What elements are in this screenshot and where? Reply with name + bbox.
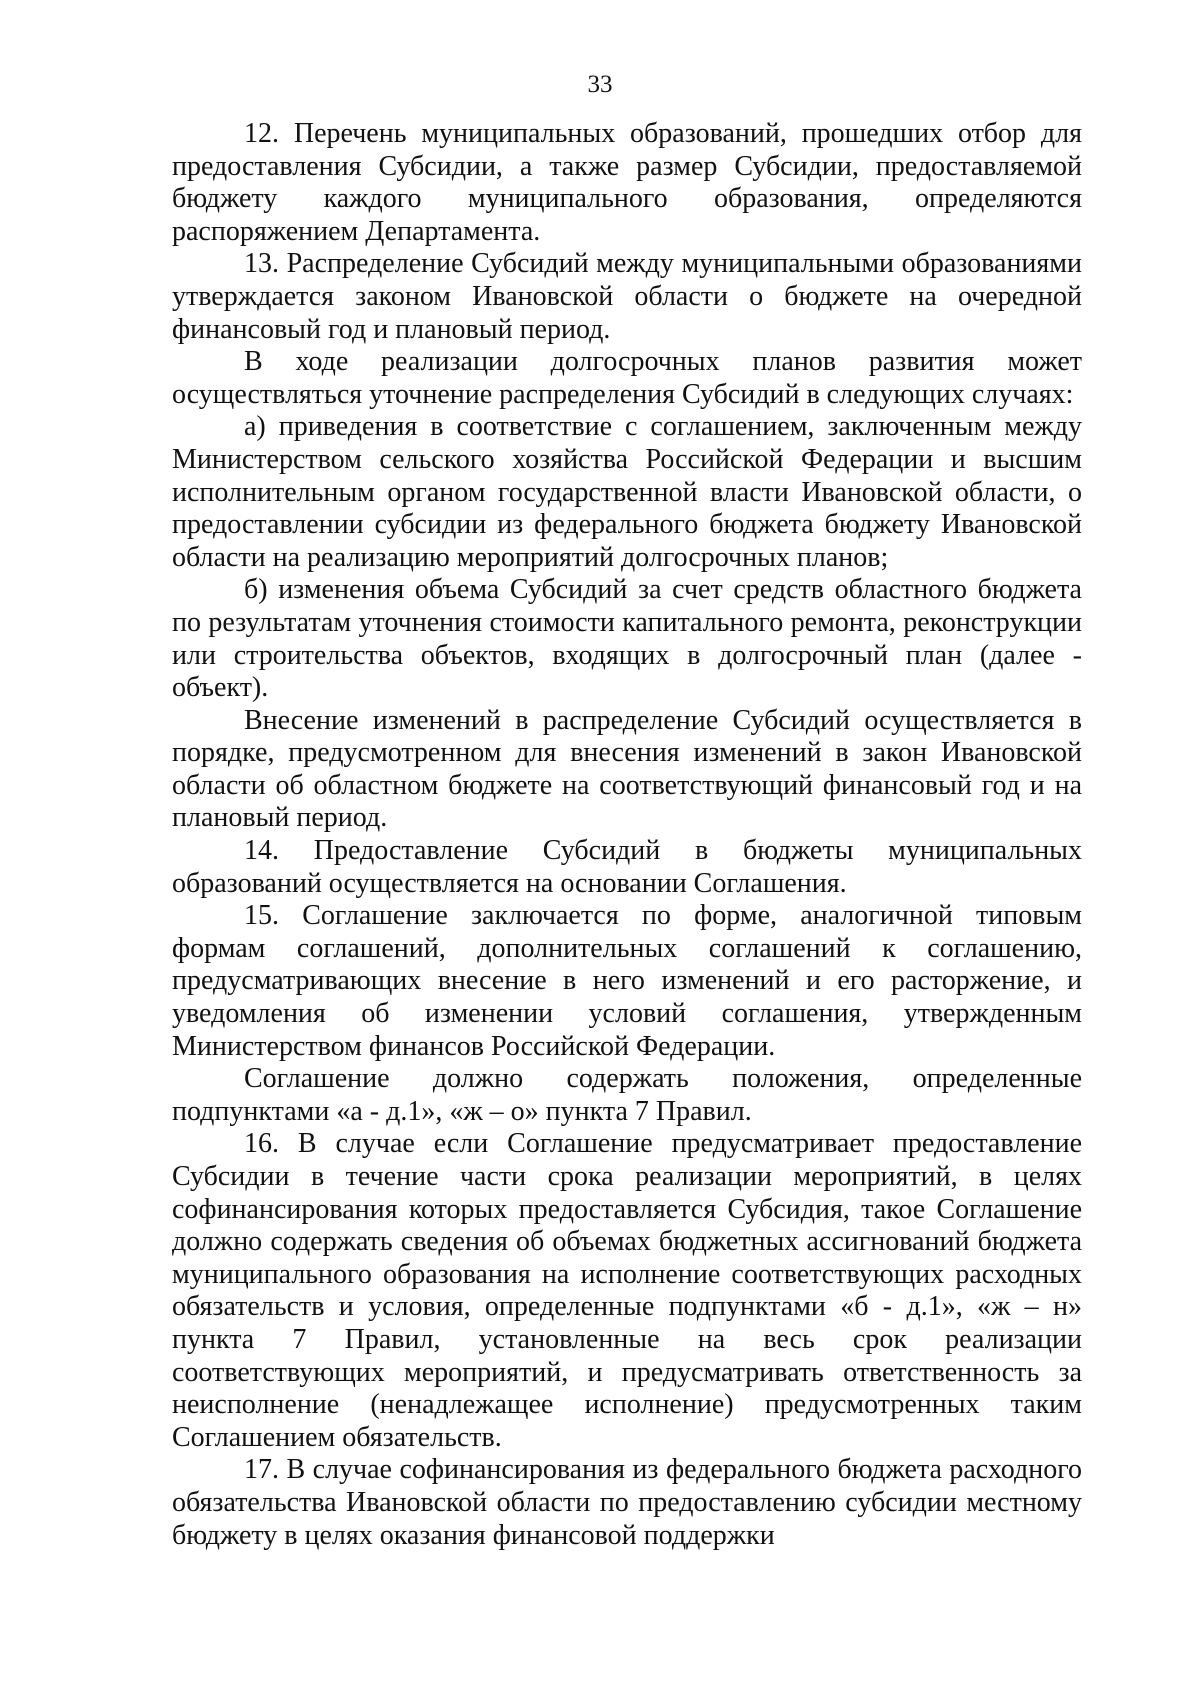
paragraph-15: 15. Соглашение заключается по форме, аналогичной типовым формам соглашений, дополнительных соглашений к соглашению, предусматривающих внесение в него изменений и его расторжение, и уведомления об изменении условий соглашения, утвержденным Министерством финансов Российской Федерации. xyxy=(172,900,1082,1062)
paragraph-13: 13. Распределение Субсидий между муниципальными образованиями утверждается законом Ивановской области о бюджете на очередной финансовый год и плановый период. xyxy=(172,248,1082,345)
paragraph-13-case-a: а) приведения в соответствие с соглашением, заключенным между Министерством сельского хозяйства Российской Федерации и высшим исполнительным органом государственной власти Ивановской области, о предоставлении субсидии из федерального бюджета бюджету Ивановской области на реализацию мероприятий долгосрочных планов; xyxy=(172,411,1082,573)
paragraph-12: 12. Перечень муниципальных образований, прошедших отбор для предоставления Субсидии, а также размер Субсидии, предоставляемой бюджету каждого муниципального образования, определяются распоряжением Департамента. xyxy=(172,118,1082,247)
paragraph-13-case-b: б) изменения объема Субсидий за счет средств областного бюджета по результатам уточнения стоимости капитального ремонта, реконструкции или строительства объектов, входящих в долгосрочный план (далее - объект). xyxy=(172,574,1082,704)
paragraph-15-provisions: Соглашение должно содержать положения, определенные подпунктами «а - д.1», «ж – о» пункта 7 Правил. xyxy=(172,1063,1082,1127)
paragraph-16: 16. В случае если Соглашение предусматривает предоставление Субсидии в течение части срока реализации мероприятий, в целях софинансирования которых предоставляется Субсидия, такое Соглашение должно содержать сведения об объемах бюджетных ассигнований бюджета муниципального образования на исполнение соответствующих расходных обязательств и условия, определенные подпунктами «б - д.1», «ж – н» пункта 7 Правил, установленные на весь срок реализации соответствующих мероприятий, и предусматривать ответственность за неисполнение (ненадлежащее исполнение) предусмотренных таким Соглашением обязательств. xyxy=(172,1128,1082,1453)
paragraph-14: 14. Предоставление Субсидий в бюджеты муниципальных образований осуществляется на основании Соглашения. xyxy=(172,835,1082,899)
paragraph-13-amendments: Внесение изменений в распределение Субсидий осуществляется в порядке, предусмотренном для внесения изменений в закон Ивановской области об областном бюджете на соответствующий финансовый год и на плановый период. xyxy=(172,704,1082,834)
page-number: 33 xyxy=(587,71,613,98)
paragraph-13-clarification: В ходе реализации долгосрочных планов развития может осуществляться уточнение распределения Субсидий в следующих случаях: xyxy=(172,346,1082,410)
paragraph-17: 17. В случае софинансирования из федерального бюджета расходного обязательства Ивановской области по предоставлению субсидии местному бюджету в целях оказания финансовой поддержки xyxy=(172,1454,1082,1551)
document-body xyxy=(172,118,1082,1552)
